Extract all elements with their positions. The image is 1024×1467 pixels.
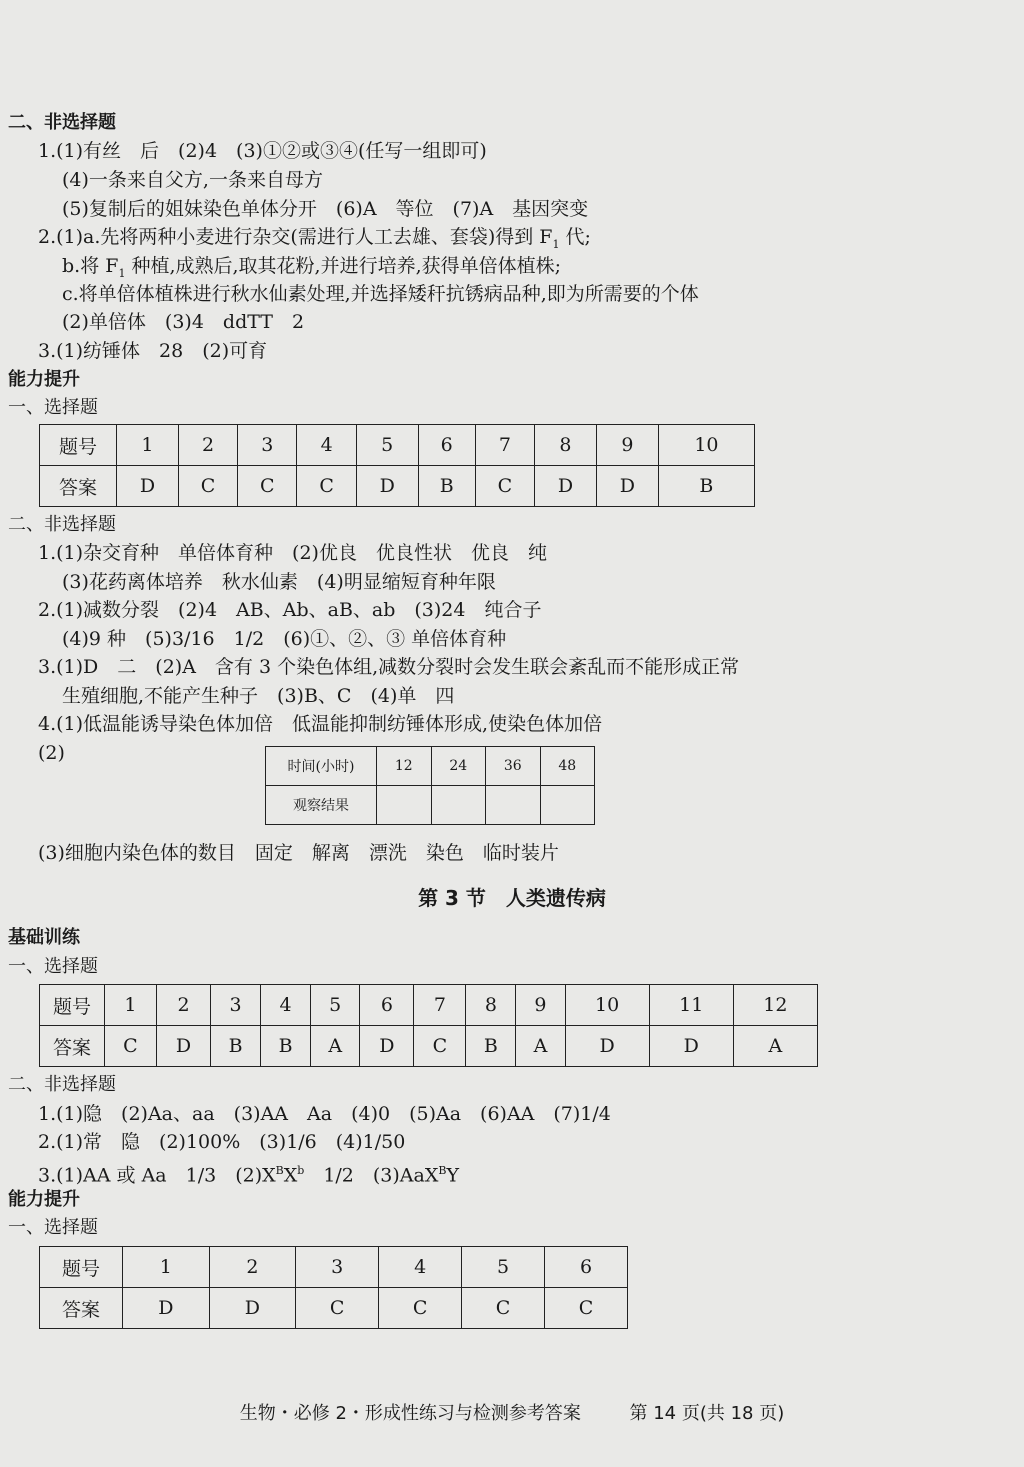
q1-line1: 1.(1)有丝 后 (2)4 (3)①②或③④(任写一组即可) xyxy=(38,140,487,162)
q1-line2: (4)一条来自父方,一条来自母方 xyxy=(62,169,323,191)
table-cell: 5 xyxy=(311,985,360,1026)
s3-q1: 1.(1)隐 (2)Aa、aa (3)AA Aa (4)0 (5)Aa (6)AA (7)1/4 xyxy=(38,1103,611,1125)
table-cell: C xyxy=(379,1288,462,1329)
table-cell: 4 xyxy=(379,1247,462,1288)
table-cell: D xyxy=(209,1288,296,1329)
table-cell: 10 xyxy=(658,425,754,466)
table-cell: 2 xyxy=(178,425,237,466)
table-cell: B xyxy=(466,1026,516,1067)
table-cell: A xyxy=(516,1026,565,1067)
table-cell: 3 xyxy=(211,985,261,1026)
table-cell xyxy=(540,786,595,825)
table-cell: C xyxy=(238,466,297,507)
table-cell: C xyxy=(414,1026,466,1067)
table-cell: 答案 xyxy=(40,1288,123,1329)
table-cell: D xyxy=(565,1026,649,1067)
table-cell: 答案 xyxy=(40,466,117,507)
table-cell: 7 xyxy=(475,425,534,466)
table-cell xyxy=(377,786,432,825)
s2-q3-line1: 3.(1)D 二 (2)A 含有 3 个染色体组,减数分裂时会发生联会紊乱而不能形成正常 xyxy=(38,656,740,678)
heading-choice-3: 一、选择题 xyxy=(8,956,98,977)
table-cell: 6 xyxy=(545,1247,628,1288)
answer-table-2 xyxy=(39,984,818,1067)
table-cell: C xyxy=(297,466,356,507)
table-cell: C xyxy=(462,1288,545,1329)
table-cell: C xyxy=(296,1288,379,1329)
heading-non-choice: 二、非选择题 xyxy=(8,112,116,133)
table-cell xyxy=(486,786,541,825)
table-cell: 3 xyxy=(296,1247,379,1288)
page-number: 第 14 页(共 18 页) xyxy=(629,1403,785,1424)
table-cell: 11 xyxy=(649,985,733,1026)
s2-q4-line2: (2) xyxy=(38,742,65,764)
table-cell: A xyxy=(733,1026,817,1067)
table-cell: 时间(小时) xyxy=(266,747,377,786)
heading-choice: 一、选择题 xyxy=(8,397,98,418)
q2-line3: c.将单倍体植株进行秋水仙素处理,并选择矮秆抗锈病品种,即为所需要的个体 xyxy=(62,283,699,305)
table-cell: C xyxy=(178,466,237,507)
heading-non-choice-3: 二、非选择题 xyxy=(8,1074,116,1095)
table-row xyxy=(40,466,755,507)
heading-non-choice-2: 二、非选择题 xyxy=(8,514,116,535)
page-footer xyxy=(0,1399,1024,1425)
table-cell: D xyxy=(649,1026,733,1067)
table-cell: 12 xyxy=(733,985,817,1026)
table-cell: D xyxy=(117,466,179,507)
answer-table-3 xyxy=(39,1246,628,1329)
table-cell xyxy=(431,786,486,825)
table-cell: 题号 xyxy=(40,985,105,1026)
table-cell: C xyxy=(105,1026,157,1067)
heading-choice-4: 一、选择题 xyxy=(8,1217,98,1238)
q1-line3: (5)复制后的姐妹染色单体分开 (6)A 等位 (7)A 基因突变 xyxy=(62,198,589,220)
table-cell: D xyxy=(360,1026,414,1067)
s2-q2-line2: (4)9 种 (5)3/16 1/2 (6)①、②、③ 单倍体育种 xyxy=(62,628,507,650)
table-cell: 48 xyxy=(540,747,595,786)
table-cell: 2 xyxy=(209,1247,296,1288)
table-cell: 7 xyxy=(414,985,466,1026)
heading-basic: 基础训练 xyxy=(8,927,80,948)
observation-table xyxy=(265,746,595,825)
table-cell: 题号 xyxy=(40,1247,123,1288)
s2-q1-line1: 1.(1)杂交育种 单倍体育种 (2)优良 优良性状 优良 纯 xyxy=(38,542,547,564)
table-cell: 3 xyxy=(238,425,297,466)
table-cell: 8 xyxy=(535,425,597,466)
s3-q3: 3.(1)AA 或 Aa 1/3 $(2)X^BX^b$ 1/2 (3)AaX$^B$Y xyxy=(38,1164,460,1187)
table-cell: D xyxy=(156,1026,210,1067)
table-cell: 24 xyxy=(431,747,486,786)
table-cell: 1 xyxy=(123,1247,210,1288)
table-row xyxy=(40,425,755,466)
section-title: 第 3 节 人类遗传病 xyxy=(418,886,606,910)
table-cell: B xyxy=(211,1026,261,1067)
s3-q2: 2.(1)常 隐 (2)100% (3)1/6 (4)1/50 xyxy=(38,1131,406,1153)
table-cell: 6 xyxy=(418,425,475,466)
table-cell: 9 xyxy=(596,425,658,466)
table-cell: 8 xyxy=(466,985,516,1026)
s2-q4-line3: (3)细胞内染色体的数目 固定 解离 漂洗 染色 临时装片 xyxy=(38,842,559,864)
q2-line1: 2.(1)a.先将两种小麦进行杂交(需进行人工去雄、套袋)得到 $F_1$ 代; xyxy=(38,226,591,251)
table-cell: 4 xyxy=(297,425,356,466)
table-cell: 1 xyxy=(105,985,157,1026)
table-cell: D xyxy=(596,466,658,507)
table-cell: 观察结果 xyxy=(266,786,377,825)
table-cell: 2 xyxy=(156,985,210,1026)
table-cell: C xyxy=(545,1288,628,1329)
table-row xyxy=(40,1026,818,1067)
table-cell: B xyxy=(261,1026,311,1067)
table-cell: D xyxy=(535,466,597,507)
table-row xyxy=(40,985,818,1026)
answer-table-1 xyxy=(39,424,755,507)
table-cell: 题号 xyxy=(40,425,117,466)
table-cell: D xyxy=(356,466,418,507)
q3-line1: 3.(1)纺锤体 28 (2)可育 xyxy=(38,340,268,362)
table-row xyxy=(266,786,595,825)
table-cell: B xyxy=(418,466,475,507)
table-row xyxy=(266,747,595,786)
table-cell: 4 xyxy=(261,985,311,1026)
footer-title: 生物・必修 2・形成性练习与检测参考答案 xyxy=(239,1403,581,1424)
s2-q4-line1: 4.(1)低温能诱导染色体加倍 低温能抑制纺锤体形成,使染色体加倍 xyxy=(38,713,603,735)
table-cell: 9 xyxy=(516,985,565,1026)
s2-q2-line1: 2.(1)减数分裂 (2)4 AB、Ab、aB、ab (3)24 纯合子 xyxy=(38,599,542,621)
table-cell: 5 xyxy=(356,425,418,466)
table-cell: 12 xyxy=(377,747,432,786)
heading-ability: 能力提升 xyxy=(8,369,80,390)
s2-q3-line2: 生殖细胞,不能产生种子 (3)B、C (4)单 四 xyxy=(62,685,455,707)
q2-line4: (2)单倍体 (3)4 ddTT 2 xyxy=(62,311,305,333)
table-cell: 1 xyxy=(117,425,179,466)
heading-ability-2: 能力提升 xyxy=(8,1189,80,1210)
table-cell: C xyxy=(475,466,534,507)
table-cell: B xyxy=(658,466,754,507)
s2-q1-line2: (3)花药离体培养 秋水仙素 (4)明显缩短育种年限 xyxy=(62,571,496,593)
table-row xyxy=(40,1247,628,1288)
q2-line2: b.将 $F_1$ 种植,成熟后,取其花粉,并进行培养,获得单倍体植株; xyxy=(62,255,562,280)
table-cell: 答案 xyxy=(40,1026,105,1067)
table-row xyxy=(40,1288,628,1329)
table-cell: 6 xyxy=(360,985,414,1026)
table-cell: 5 xyxy=(462,1247,545,1288)
table-cell: A xyxy=(311,1026,360,1067)
table-cell: 10 xyxy=(565,985,649,1026)
table-cell: 36 xyxy=(486,747,541,786)
table-cell: D xyxy=(123,1288,210,1329)
